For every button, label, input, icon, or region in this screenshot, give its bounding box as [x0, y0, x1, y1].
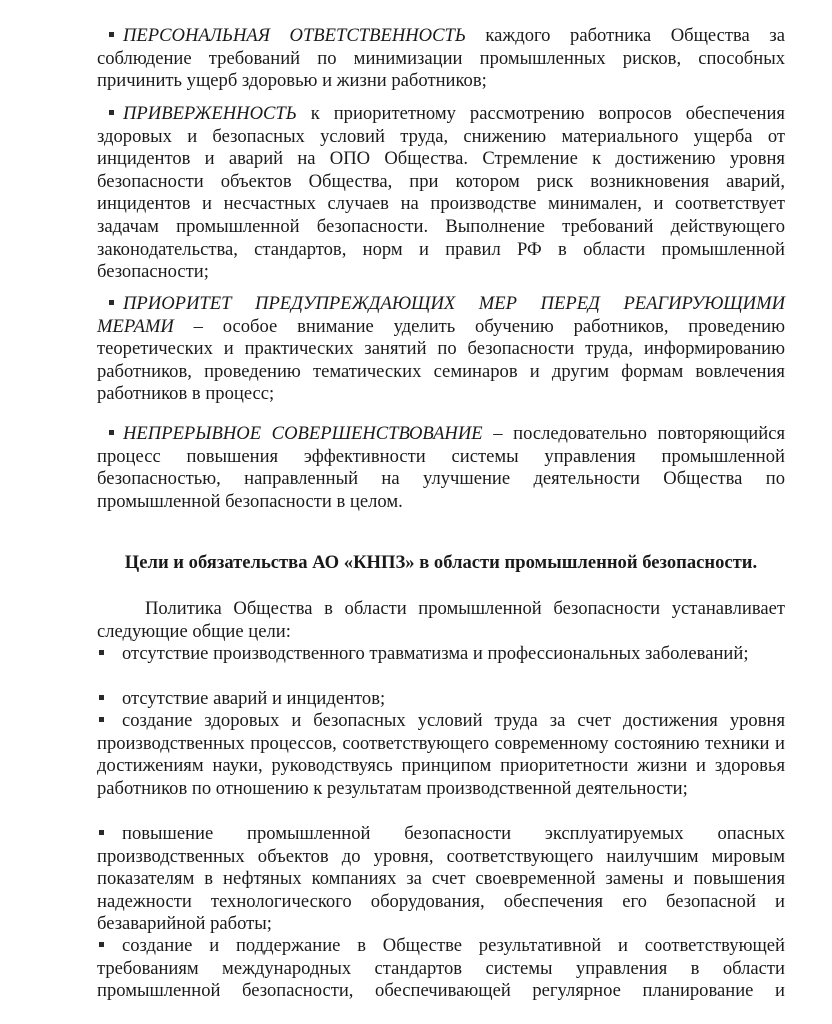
square-bullet-icon — [109, 32, 114, 37]
principle-personal-responsibility — [97, 25, 785, 93]
square-bullet-icon — [99, 695, 104, 700]
principle-text: – последовательно повторяющийся процесс повышения эффективности системы управления промышленной безопасностью, направленный на улучшение деятельности Общества по промышленной безопасности в целом. — [97, 423, 785, 512]
section-heading: Цели и обязательства АО «КНПЗ» в области промышленной безопасности. — [124, 552, 758, 573]
goal-text: отсутствие аварий и инцидентов; — [122, 688, 386, 709]
principle-commitment — [97, 103, 785, 284]
goal-item — [97, 935, 785, 1003]
square-bullet-icon — [99, 650, 104, 655]
principle-term: ПРИОРИТЕТ ПРЕДУПРЕЖДАЮЩИХ МЕР ПЕРЕД РЕАГИРУЮЩИМИ МЕРАМИ — [97, 293, 785, 337]
square-bullet-icon — [99, 942, 104, 947]
goal-text: создание здоровых и безопасных условий труда за счет достижения уровня производственных процессов, соответствующего современному состоянию техники и достижениям науки, руководствуясь принципом приоритетности жизни и здоровья работников по отношению к результатам производственной деятельности; — [97, 710, 785, 799]
square-bullet-icon — [109, 430, 114, 435]
principle-term: НЕПРЕРЫВНОЕ СОВЕРШЕНСТВОВАНИЕ — [123, 423, 483, 444]
principle-preventive-priority — [97, 293, 785, 406]
principle-text: каждого работника Общества за соблюдение требований по минимизации промышленных рисков, способных причинить ущерб здоровью и жизни работников; — [97, 25, 785, 92]
principle-text: к приоритетному рассмотрению вопросов обеспечения здоровых и безопасных условий труда, снижению материального ущерба от инцидентов и аварий на ОПО Общества. Стремление к достижению уровня безопасности объектов Общества, при котором риск возникновения аварий, инцидентов и несчастных случаев на производстве минимален, и соответствует задачам промышленной безопасности. Выполнение требований действующего законодательства, стандартов, норм и правил РФ в области промышленной безопасности; — [97, 103, 785, 283]
goal-text: повышение промышленной безопасности эксплуатируемых опасных производственных объектов до уровня, соответствующего наилучшим мировым показателям в нефтяных компаниях за счет своевременной замены и повышения надежности технологического оборудования, обеспечения его безопасной и безаварийной работы; — [97, 823, 785, 935]
goal-item — [97, 643, 749, 666]
principle-term: ПРИВЕРЖЕННОСТЬ — [123, 103, 297, 124]
principle-text: – особое внимание уделить обучению работников, проведению теоретических и практических занятий по безопасности труда, информированию работников, проведению тематических семинаров и другим формам вовлечения работников в процесс; — [97, 315, 785, 405]
goal-item — [97, 688, 385, 711]
goal-text: отсутствие производственного травматизма и профессиональных заболеваний; — [122, 643, 749, 664]
square-bullet-icon — [99, 830, 104, 835]
goal-item — [97, 823, 785, 936]
intro-paragraph: Политика Общества в области промышленной безопасности устанавливает следующие общие цели: — [97, 598, 785, 642]
goal-item — [97, 710, 785, 800]
goal-text: создание и поддержание в Обществе результативной и соответствующей требованиям международных стандартов системы управления в области промышленной безопасности, обеспечивающей регулярное планирование и — [97, 935, 785, 1002]
principle-term: ПЕРСОНАЛЬНАЯ ОТВЕТСТВЕННОСТЬ — [123, 25, 466, 46]
principle-continuous-improvement — [97, 423, 785, 513]
square-bullet-icon — [109, 110, 114, 115]
square-bullet-icon — [99, 717, 104, 722]
square-bullet-icon — [109, 300, 114, 305]
